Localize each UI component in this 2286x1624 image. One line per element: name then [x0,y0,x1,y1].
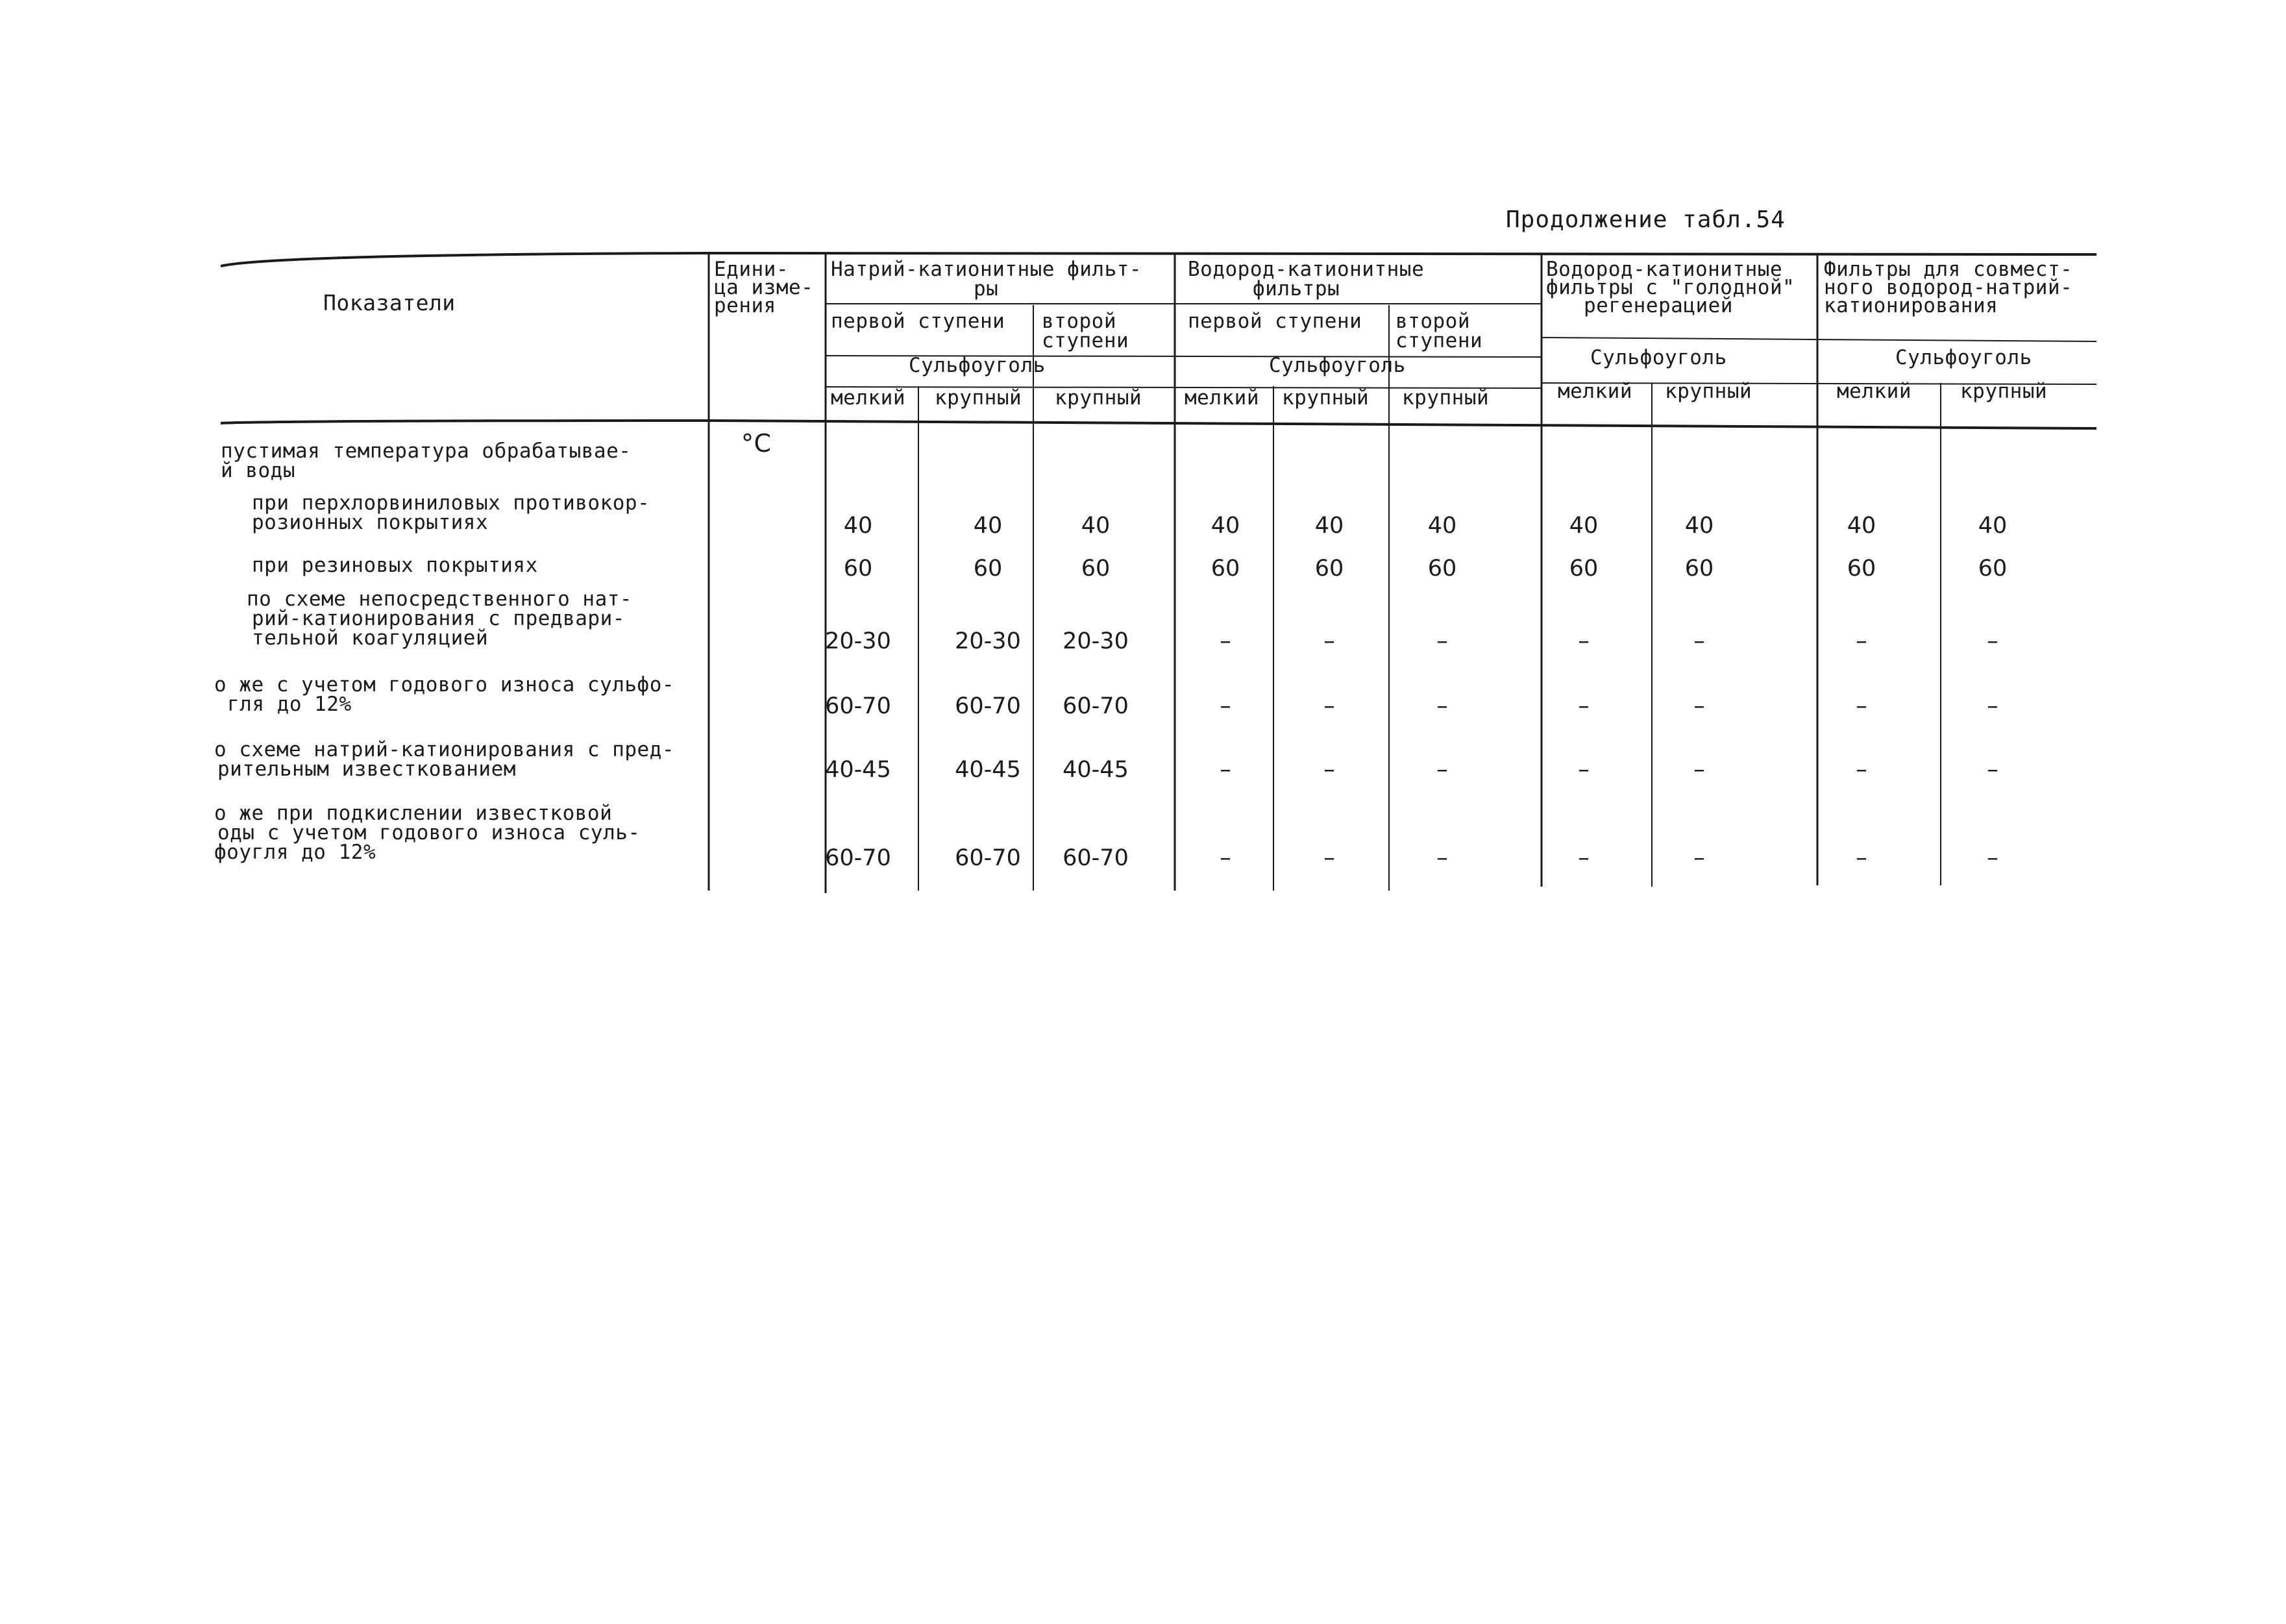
value-cell: – [1323,693,1335,719]
row4-label-line1: по схеме непосредственного нат- [247,587,633,611]
row6-label-line1: о схеме натрий-катионирования с пред- [214,738,675,761]
row2-label-line2: розионных покрытиях [252,511,489,534]
value-cell: 40 [1314,513,1344,539]
g4-sulfo: Сульфоуголь [1895,346,2032,369]
value-cell: 60-70 [825,845,891,871]
value-cell: – [1856,757,1867,783]
value-cell: 60 [1211,556,1240,582]
value-cell: – [1436,845,1448,871]
group2-title-line2: фильтры [1253,277,1340,301]
value-cell: 20-30 [825,628,891,654]
g2-sulfo: Сульфоуголь [1269,354,1406,377]
value-cell: 40 [1427,513,1457,539]
value-cell: 60 [1978,556,2008,582]
group4-title-line3: катионирования [1824,294,1998,317]
row2-label-line1: при перхлорвиниловых противокор- [252,491,650,515]
value-cell: – [1987,845,1998,871]
value-cell: – [1220,628,1231,654]
row1-label-line2: й воды [221,459,295,482]
group4-title-line1: Фильтры для совмест- [1824,258,2073,281]
value-cell: – [1578,628,1590,654]
group3-title-line2: фильтры с "голодной" [1546,276,1795,299]
value-cell: – [1323,845,1335,871]
value-cell: 20-30 [955,628,1021,654]
group1-title-line1: Натрий-катионитные фильт- [831,258,1142,281]
g1-second-stage-line1: второй [1042,310,1116,333]
value-cell: 20-30 [1063,628,1129,654]
value-cell: – [1220,757,1231,783]
value-cell: – [1436,757,1448,783]
value-cell: 40 [1978,513,2008,539]
value-cell: 40 [1211,513,1240,539]
g1-coarse: крупный [935,386,1022,410]
row5-label-line1: о же с учетом годового износа сульфо- [214,673,675,696]
g2-second-coarse: крупный [1402,386,1490,410]
value-cell: – [1987,693,1998,719]
row4-label-line3: тельной коагуляцией [252,626,489,650]
header-unit-line1: Едини- [714,258,789,281]
row4-label-line2: рий-катионирования с предвари- [252,607,625,630]
group3-title-line1: Водород-катионитные [1546,258,1783,281]
g2-first-stage: первой ступени [1188,310,1362,333]
value-cell: 60-70 [825,693,891,719]
g3-coarse: крупный [1665,380,1752,403]
value-cell: – [1220,693,1231,719]
g2-coarse: крупный [1282,386,1370,410]
value-cell: 60-70 [1063,693,1129,719]
row7-label-line3: фоугля до 12% [214,841,376,864]
value-cell: – [1436,693,1448,719]
g2-fine: мелкий [1185,386,1259,410]
value-cell: – [1693,845,1705,871]
value-cell: 60 [1081,556,1111,582]
row7-label-line2: оды с учетом годового износа суль- [217,821,641,844]
value-cell: – [1578,693,1590,719]
g3-sulfo: Сульфоуголь [1590,346,1727,369]
g1-sulfo: Сульфоуголь [909,354,1046,377]
header-indicators: Показатели [323,290,456,315]
value-cell: – [1436,628,1448,654]
g1-fine: мелкий [831,386,905,410]
value-cell: 60 [1569,556,1599,582]
value-cell: 40-45 [1063,757,1129,783]
value-cell: 40 [1684,513,1714,539]
value-cell: – [1323,628,1335,654]
value-cell: – [1856,693,1867,719]
value-cell: 40-45 [955,757,1021,783]
value-cell: 60 [843,556,873,582]
value-cell: 40 [1569,513,1599,539]
group4-title-line2: ного водород-натрий- [1824,276,2073,299]
g4-coarse: крупный [1960,380,2048,403]
value-cell: 60-70 [1063,845,1129,871]
value-cell: 60 [1684,556,1714,582]
value-cell: 60-70 [955,693,1021,719]
group2-title-line1: Водород-катионитные [1188,258,1425,281]
g2-second-stage-line2: ступени [1395,329,1483,352]
table-caption: Продолжение табл.54 [1506,206,1786,233]
row3-label-line1: при резиновых покрытиях [252,554,538,577]
g2-second-stage-line1: второй [1395,310,1470,333]
value-cell: 40 [843,513,873,539]
group1-title-line2: ры [974,277,999,301]
value-cell: 40 [1081,513,1111,539]
value-cell: 40 [973,513,1003,539]
value-cell: 60 [1314,556,1344,582]
g1-second-stage-line2: ступени [1042,329,1129,352]
value-cell: 60 [1427,556,1457,582]
row5-label-line2: гля до 12% [227,693,352,716]
value-cell: 60 [973,556,1003,582]
value-cell: – [1578,757,1590,783]
value-cell: 60-70 [955,845,1021,871]
value-cell: – [1693,628,1705,654]
value-cell: – [1856,845,1867,871]
value-cell: – [1220,845,1231,871]
value-cell: – [1856,628,1867,654]
value-cell: – [1693,693,1705,719]
group3-title-line3: регенерацией [1584,294,1733,317]
value-cell: 60 [1847,556,1876,582]
g1-second-coarse: крупный [1055,386,1142,410]
g3-fine: мелкий [1558,380,1632,403]
value-cell: – [1987,757,1998,783]
row1-label-line1: пустимая температура обрабатывае- [221,439,632,463]
value-cell: – [1578,845,1590,871]
value-cell: – [1323,757,1335,783]
row6-label-line2: рительным известкованием [217,757,516,781]
row1-unit: °C [741,429,772,458]
g1-first-stage: первой ступени [831,310,1005,333]
row7-label-line1: о же при подкислении известковой [214,802,613,825]
value-cell: – [1693,757,1705,783]
value-cell: – [1987,628,1998,654]
value-cell: 40-45 [825,757,891,783]
header-unit-line3: рения [714,294,776,317]
header-unit-line2: ца изме- [714,276,814,299]
value-cell: 40 [1847,513,1876,539]
g4-fine: мелкий [1837,380,1911,403]
